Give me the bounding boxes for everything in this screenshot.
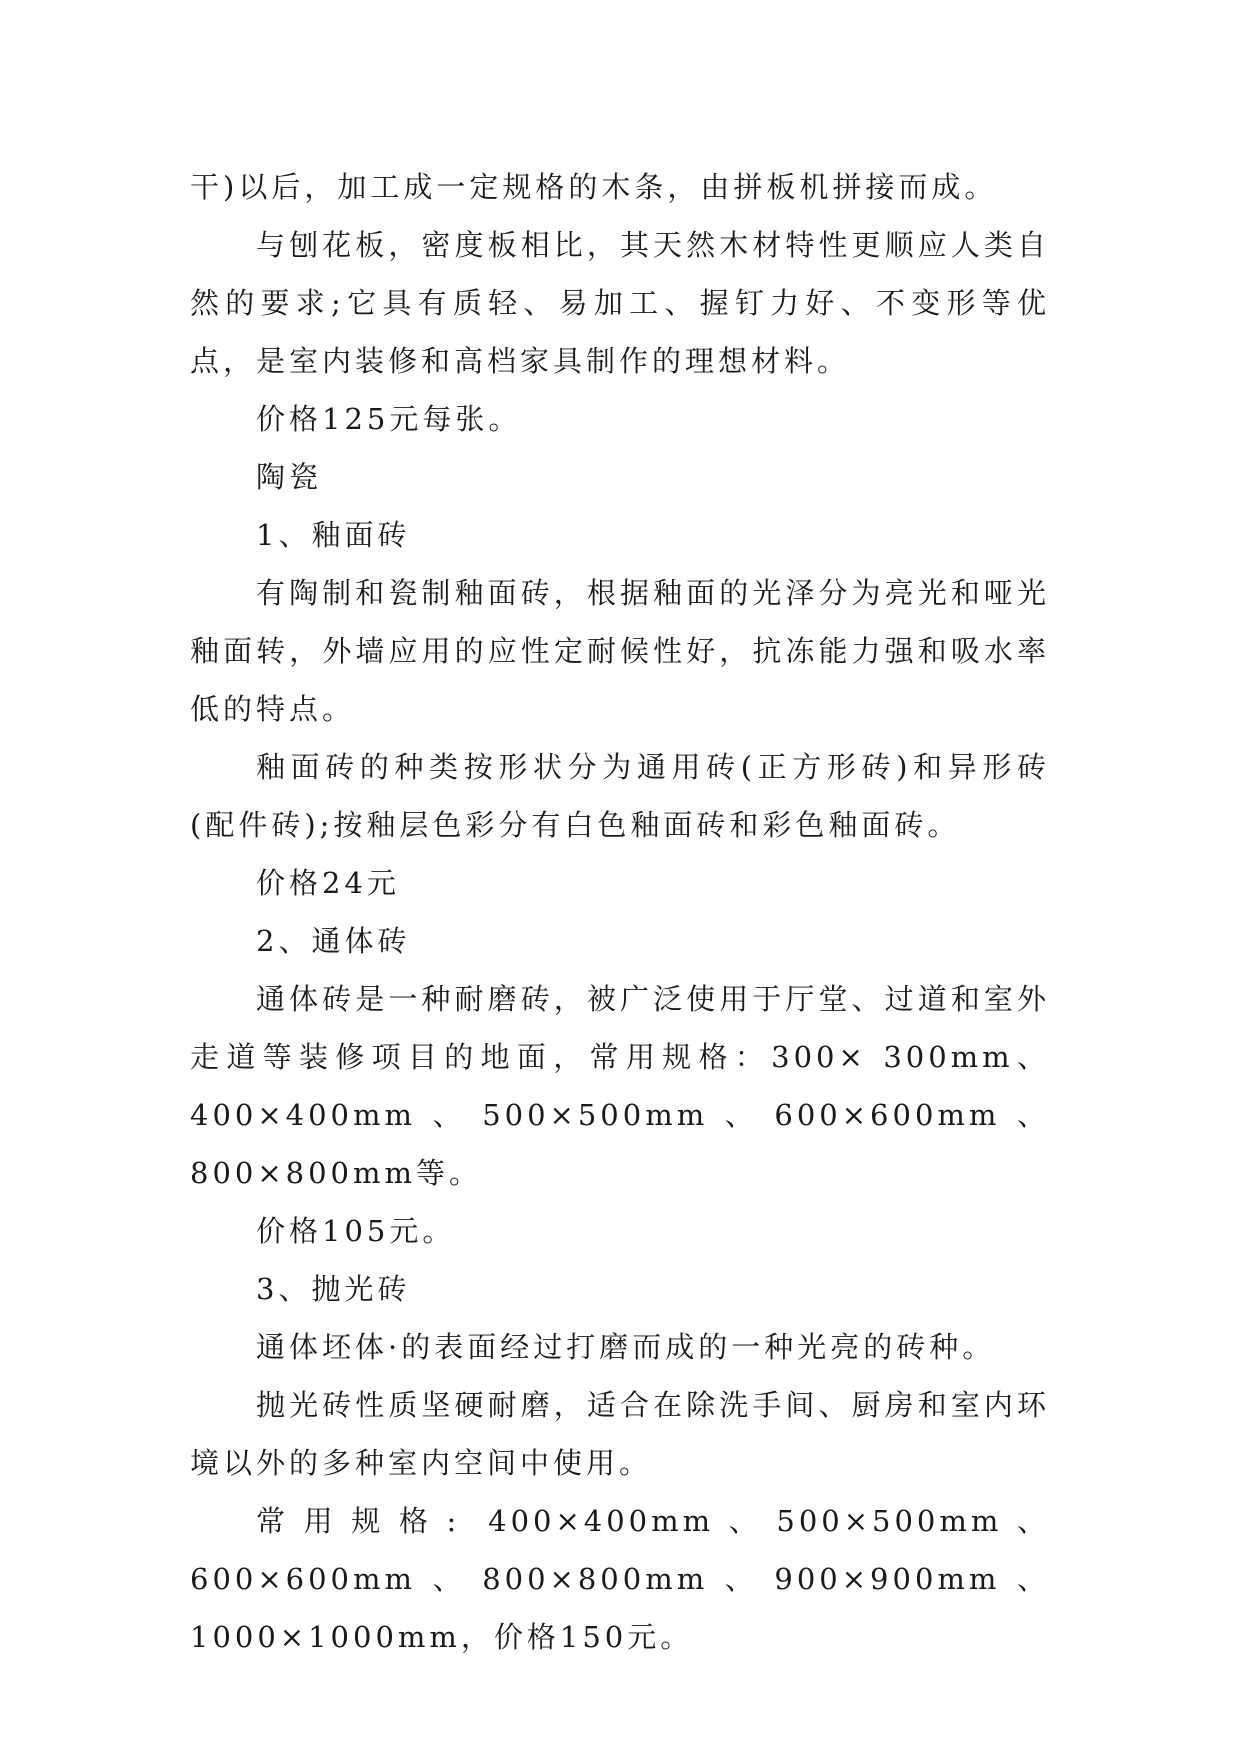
price-line: 价格24元 [256,866,400,900]
paragraph: 常用规格: 400×400mm、500×500mm、600×600mm、800×800mm、900×900mm、1000×1000mm，价格150元。 [190,1504,1050,1654]
section-heading: 陶瓷 [256,460,323,494]
price-line: 价格105元。 [256,1214,456,1248]
paragraph: 釉面砖的种类按形状分为通用砖(正方形砖)和异形砖(配件砖);按釉层色彩分有白色釉面砖和彩色釉面砖。 [190,750,1050,842]
document-body [190,158,1050,1666]
paragraph: 有陶制和瓷制釉面砖，根据釉面的光泽分为亮光和哑光釉面转，外墙应用的应性定耐候性好，抗冻能力强和吸水率低的特点。 [190,576,1050,726]
paragraph: 抛光砖性质坚硬耐磨，适合在除洗手间、厨房和室内环境以外的多种室内空间中使用。 [190,1388,1050,1480]
subsection-heading: 2、通体砖 [256,924,411,958]
paragraph: 干)以后，加工成一定规格的木条，由拼板机拼接而成。 [190,170,998,204]
paragraph: 与刨花板，密度板相比，其天然木材特性更顺应人类自然的要求;它具有质轻、易加工、握钉力好、不变形等优点，是室内装修和高档家具制作的理想材料。 [190,228,1050,378]
subsection-heading: 3、抛光砖 [256,1272,411,1306]
price-line: 价格125元每张。 [256,402,522,436]
paragraph: 通体砖是一种耐磨砖，被广泛使用于厅堂、过道和室外走道等装修项目的地面，常用规格：300× 300mm、400×400mm、500×500mm、600×600mm、800×800mm等。 [190,982,1050,1190]
paragraph: 通体坯体·的表面经过打磨而成的一种光亮的砖种。 [256,1330,996,1364]
subsection-heading: 1、釉面砖 [256,518,411,552]
